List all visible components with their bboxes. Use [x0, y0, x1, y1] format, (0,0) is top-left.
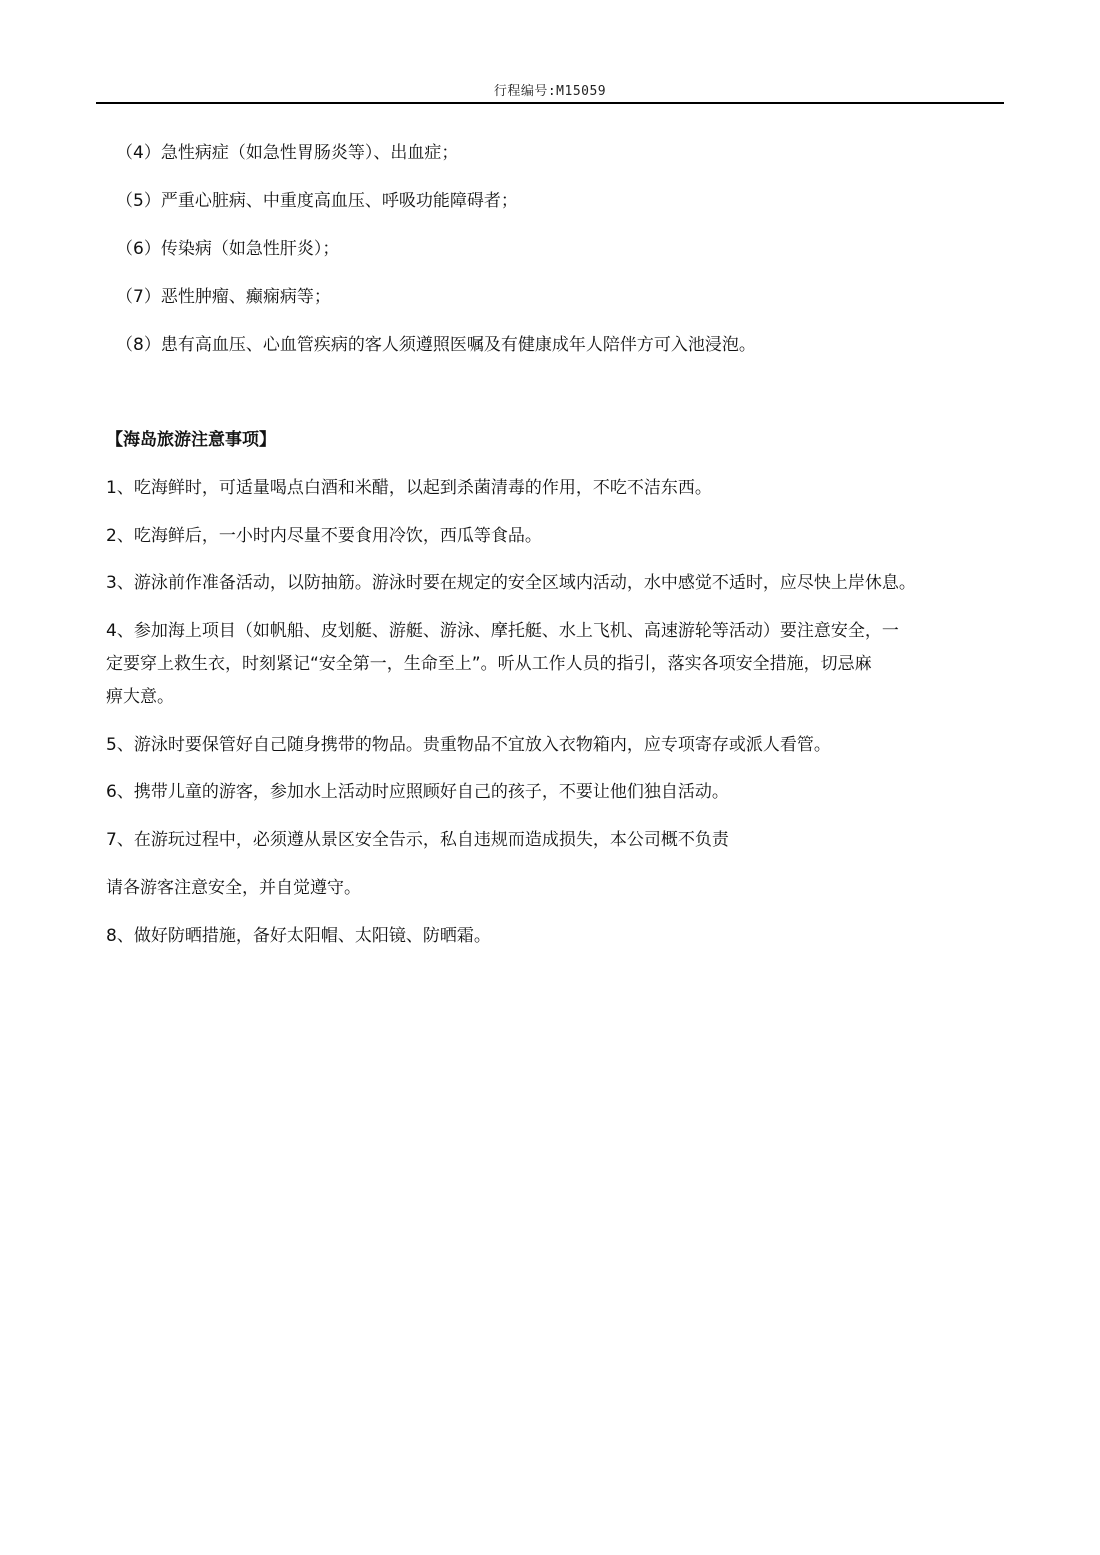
- island-tip-6: 6、携带儿童的游客，参加水上活动时应照顾好自己的孩子，不要让他们独自活动。: [106, 782, 729, 802]
- health-item-7: （7）恶性肿瘤、癫痫病等；: [116, 287, 331, 307]
- health-item-6: （6）传染病（如急性肝炎）；: [116, 239, 340, 259]
- island-tip-4-line-2: 定要穿上救生衣，时刻紧记“安全第一，生命至上”。听从工作人员的指引，落实各项安全措施，切忌麻: [106, 654, 872, 674]
- health-item-8: （8）患有高血压、心血管疾病的客人须遵照医嘱及有健康成年人陪伴方可入池浸泡。: [116, 335, 756, 355]
- island-tip-4-line-1: 4、参加海上项目（如帆船、皮划艇、游艇、游泳、摩托艇、水上飞机、高速游轮等活动）要注意安全，一: [106, 621, 899, 641]
- island-tip-8: 8、做好防晒措施，备好太阳帽、太阳镜、防晒霜。: [106, 926, 491, 946]
- island-tip-2: 2、吃海鲜后，一小时内尽量不要食用冷饮，西瓜等食品。: [106, 526, 542, 546]
- island-section-title: 【海岛旅游注意事项】: [106, 430, 276, 450]
- island-tip-4-line-3: 痹大意。: [106, 687, 174, 707]
- island-tip-7: 7、在游玩过程中，必须遵从景区安全告示，私自违规而造成损失，本公司概不负责: [106, 830, 729, 850]
- island-tip-5: 5、游泳时要保管好自己随身携带的物品。贵重物品不宜放入衣物箱内，应专项寄存或派人看管。: [106, 735, 831, 755]
- itinerary-number: 行程编号:M15059: [493, 84, 607, 99]
- island-tip-3: 3、游泳前作准备活动，以防抽筋。游泳时要在规定的安全区域内活动，水中感觉不适时，应尽快上岸休息。: [106, 573, 916, 593]
- island-tip-1: 1、吃海鲜时，可适量喝点白酒和米醋，以起到杀菌清毒的作用，不吃不洁东西。: [106, 478, 712, 498]
- health-item-5: （5）严重心脏病、中重度高血压、呼吸功能障碍者；: [116, 191, 518, 211]
- island-tip-7-note: 请各游客注意安全，并自觉遵守。: [106, 878, 361, 898]
- health-item-4: （4）急性病症（如急性胃肠炎等）、出血症；: [116, 143, 459, 163]
- page-header: [96, 78, 1004, 104]
